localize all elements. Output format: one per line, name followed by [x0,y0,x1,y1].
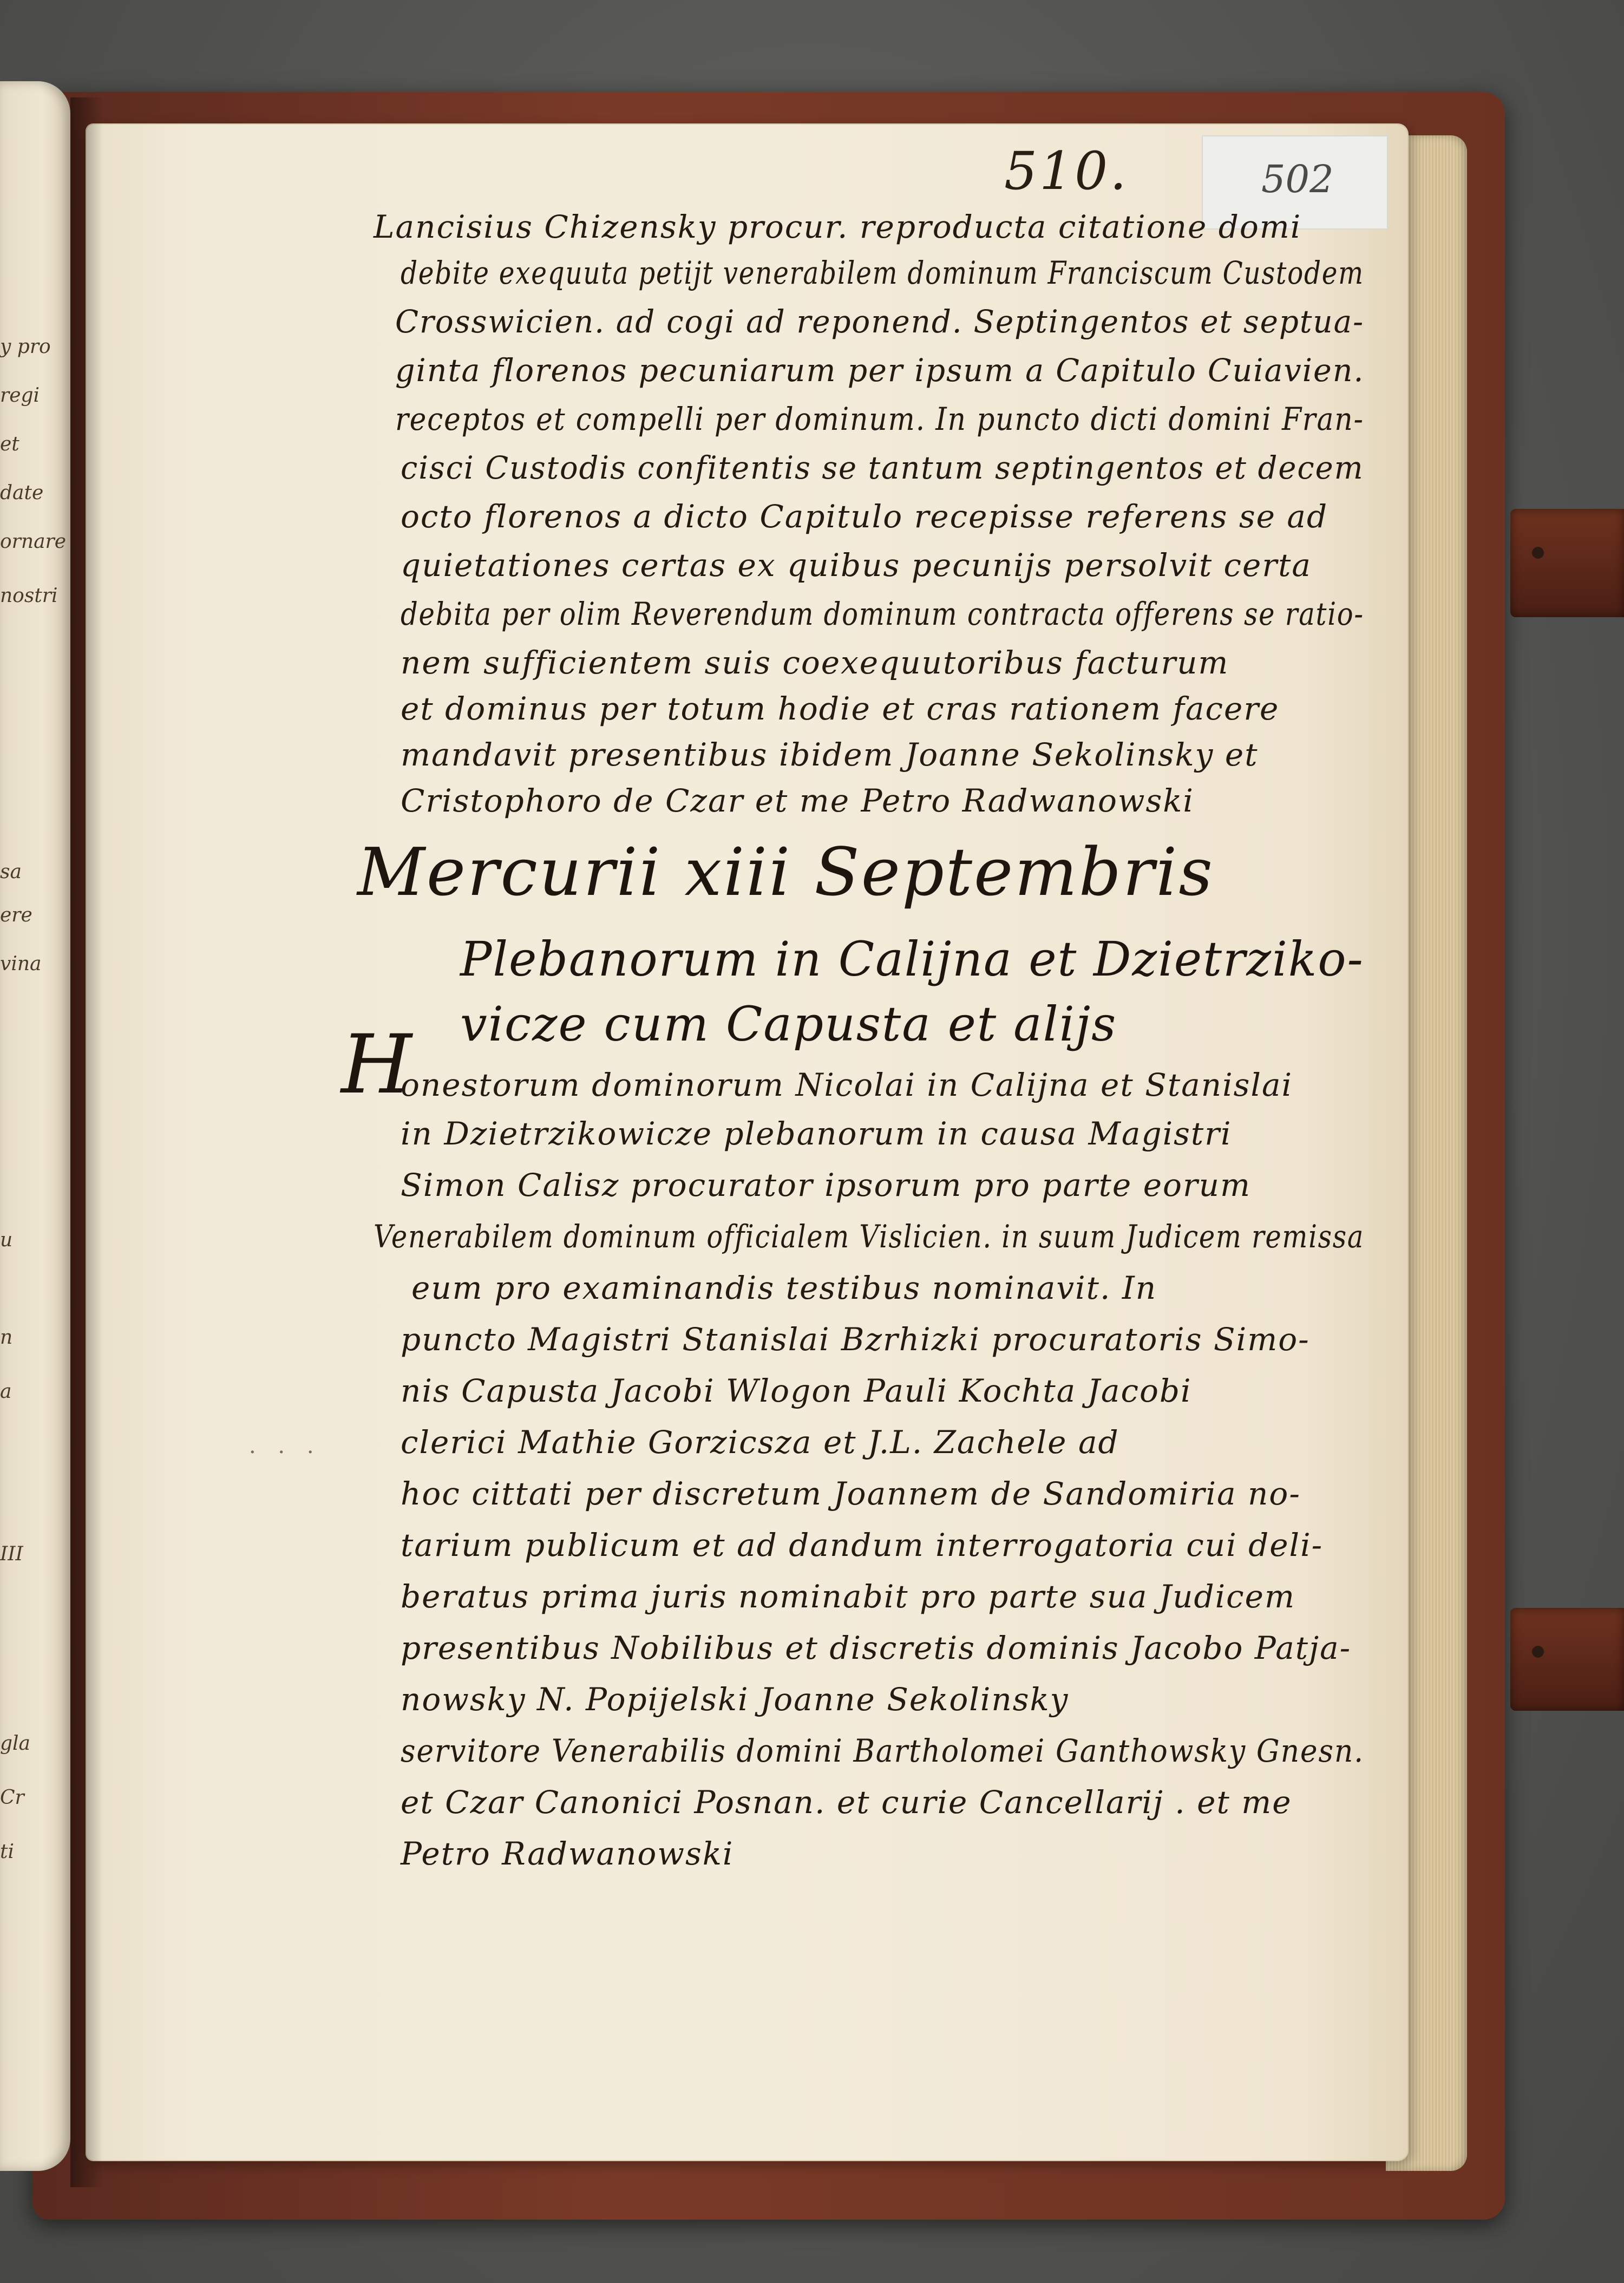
margin-fragment: ere [0,904,32,926]
margin-fragment: n [0,1326,13,1349]
margin-fragment: et [0,433,19,455]
margin-fragment: ornare [0,531,67,553]
margin-fragment: vina [0,953,42,975]
text-line: Crosswicien. ad cogi ad reponend. Septingentos et septua- [395,303,1365,340]
text-line: mandavit presentibus ibidem Joanne Sekolinsky et [401,736,1259,773]
text-line: receptos et compelli per dominum. In puncto dicti domini Fran- [395,401,1364,437]
text-line: tarium publicum et ad dandum interrogatoria cui deli- [401,1527,1324,1564]
text-line: octo florenos a dicto Capitulo recepisse referens se ad [401,498,1328,535]
text-line: clerici Mathie Gorzicsza et J.L. Zachele ad [401,1424,1119,1461]
text-line: nem sufficientem suis coexequutoribus facturum [401,644,1229,681]
margin-fragment: regi [0,384,40,407]
margin-fragment: nostri [0,585,58,607]
margin-fragment: gla [0,1732,31,1755]
text-line: cisci Custodis confitentis se tantum septingentos et decem [401,449,1364,486]
text-line: eum pro examinandis testibus nominavit. In [411,1270,1157,1306]
margin-fragment: a [0,1381,12,1403]
folio-number-new: 502 [1261,157,1334,201]
text-line: Venerabilem dominum officialem Vislicien. in suum Judicem remissa [374,1218,1365,1255]
text-line: debita per olim Reverendum dominum contracta offerens se ratio- [401,596,1364,632]
text-line: Cristophoro de Czar et me Petro Radwanowski [401,782,1194,819]
text-line: puncto Magistri Stanislai Bzrhizki procuratoris Simo- [401,1321,1310,1358]
case-heading-line: vicze cum Capusta et alijs [460,996,1117,1052]
text-line: Petro Radwanowski [401,1835,734,1872]
margin-fragment: III [0,1543,23,1565]
text-line: in Dzietrzikowicze plebanorum in causa Magistri [401,1115,1232,1152]
text-line: Simon Calisz procurator ipsorum pro parte eorum [401,1167,1252,1203]
initial-letter: H [341,1018,412,1112]
text-line: nowsky N. Popijelski Joanne Sekolinsky [401,1681,1069,1718]
text-line: onestorum dominorum Nicolai in Calijna et Stanislai [401,1067,1293,1103]
date-heading: Mercurii xiii Septembris [357,834,1214,911]
text-line: et dominus per totum hodie et cras rationem facere [401,690,1280,727]
text-line: debite exequuta petijt venerabilem dominum Franciscum Custodem [401,254,1364,291]
margin-fragment: ti [0,1841,14,1863]
text-line: et Czar Canonici Posnan. et curie Cancellarij . et me [401,1784,1292,1821]
text-line: ginta florenos pecuniarum per ipsum a Capitulo Cuiavien. [395,352,1365,389]
text-line: Lancisius Chizensky procur. reproducta citatione domi [374,208,1302,245]
text-line: nis Capusta Jacobi Wlogon Pauli Kochta Jacobi [401,1372,1192,1409]
margin-fragment: sa [0,861,22,883]
folio-number-old: 510. [1004,141,1129,201]
margin-fragment: y pro [0,336,51,358]
text-line: beratus prima juris nominabit pro parte sua Judicem [401,1578,1295,1615]
text-line: presentibus Nobilibus et discretis dominis Jacobo Patja- [401,1630,1352,1666]
text-line: servitore Venerabilis domini Bartholomei Ganthowsky Gnesn. [401,1732,1365,1769]
text-line: hoc cittati per discretum Joannem de Sandomiria no- [401,1475,1301,1512]
ink-specks: · · · [249,1440,322,1465]
margin-fragment: date [0,482,44,504]
margin-fragment: Cr [0,1787,24,1809]
margin-fragment: u [0,1229,13,1251]
text-line: quietationes certas ex quibus pecunijs persolvit certa [401,547,1312,584]
case-heading-line: Plebanorum in Calijna et Dzietrziko- [460,931,1364,987]
